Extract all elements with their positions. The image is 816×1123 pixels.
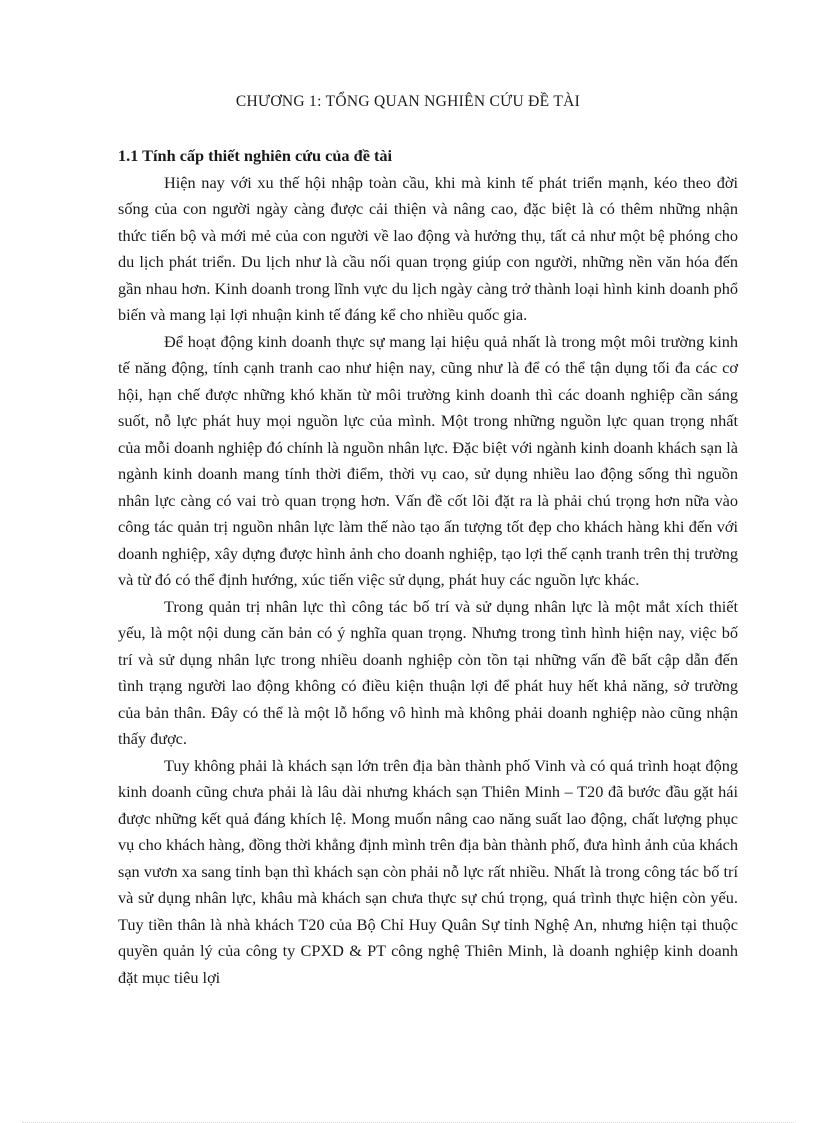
chapter-title: CHƯƠNG 1: TỔNG QUAN NGHIÊN CỨU ĐỀ TÀI <box>235 93 581 110</box>
paragraph: Để hoạt động kinh doanh thực sự mang lại hiệu quả nhất là trong một môi trường kinh tế năng động, tính cạnh tranh cao như hiện nay, cũng như là để có thể tận dụng tối đa các cơ hội, hạn chế được những khó khăn từ môi trường kinh doanh thì các doanh nghiệp cần sáng suốt, nỗ lực phát huy mọi nguồn lực của mình. Một trong những nguồn lực quan trọng nhất của mỗi doanh nghiệp đó chính là nguồn nhân lực. Đặc biệt với ngành kinh doanh khách sạn là ngành kinh doanh mang tính thời điểm, thời vụ cao, sử dụng nhiều lao động sống thì nguồn nhân lực càng có vai trò quan trọng hơn. Vấn đề cốt lõi đặt ra là phải chú trọng hơn nữa vào công tác quản trị nguồn nhân lực làm thế nào tạo ấn tượng tốt đẹp cho khách hàng khi đến với doanh nghiệp, xây dựng được hình ảnh cho doanh nghiệp, tạo lợi thế cạnh tranh trên thị trường và từ đó có thể định hướng, xúc tiến việc sử dụng, phát huy các nguồn lực khác. <box>118 331 738 589</box>
document-body <box>118 143 738 991</box>
paragraph: Hiện nay với xu thế hội nhập toàn cầu, khi mà kinh tế phát triển mạnh, kéo theo đời sống của con người ngày càng được cải thiện và nâng cao, đặc biệt là có thêm những nhận thức tiến bộ và mới mẻ của con người về lao động và hưởng thụ, tất cả như một bệ phóng cho du lịch phát triển. Du lịch như là cầu nối quan trọng giúp con người, những nền văn hóa đến gần nhau hơn. Kinh doanh trong lĩnh vực du lịch ngày càng trở thành loại hình kinh doanh phổ biến và mang lại lợi nhuận kinh tế đáng kể cho nhiều quốc gia. <box>118 172 738 324</box>
section-heading: 1.1 Tính cấp thiết nghiên cứu của đề tài <box>118 146 393 165</box>
paragraph: Tuy không phải là khách sạn lớn trên địa bàn thành phố Vinh và có quá trình hoạt động kinh doanh cũng chưa phải là lâu dài nhưng khách sạn Thiên Minh – T20 đã bước đầu gặt hái được những kết quả đáng khích lệ. Mong muốn nâng cao năng suất lao động, chất lượng phục vụ cho khách hàng, đồng thời khẳng định mình trên địa bàn thành phố, đưa hình ảnh của khách sạn vươn xa sang tỉnh bạn thì khách sạn còn phải nỗ lực rất nhiều. Nhất là trong công tác bố trí và sử dụng nhân lực, khâu mà khách sạn chưa thực sự chú trọng, quá trình thực hiện còn yếu. Tuy tiền thân là nhà khách T20 của Bộ Chỉ Huy Quân Sự tỉnh Nghệ An, nhưng hiện tại thuộc quyền quản lý của công ty CPXD & PT công nghệ Thiên Minh, là doanh nghiệp kinh doanh đặt mục tiêu lợi <box>118 755 738 987</box>
paragraph: Trong quản trị nhân lực thì công tác bố trí và sử dụng nhân lực là một mắt xích thiết yếu, là một nội dung căn bản có ý nghĩa quan trọng. Nhưng trong tình hình hiện nay, việc bố trí và sử dụng nhân lực trong nhiều doanh nghiệp còn tồn tại những vấn đề bất cập dẫn đến tình trạng người lao động không có điều kiện thuận lợi để phát huy hết khả năng, sở trường của bản thân. Đây có thể là một lỗ hổng vô hình mà không phải doanh nghiệp nào cũng nhận thấy được. <box>118 596 738 748</box>
